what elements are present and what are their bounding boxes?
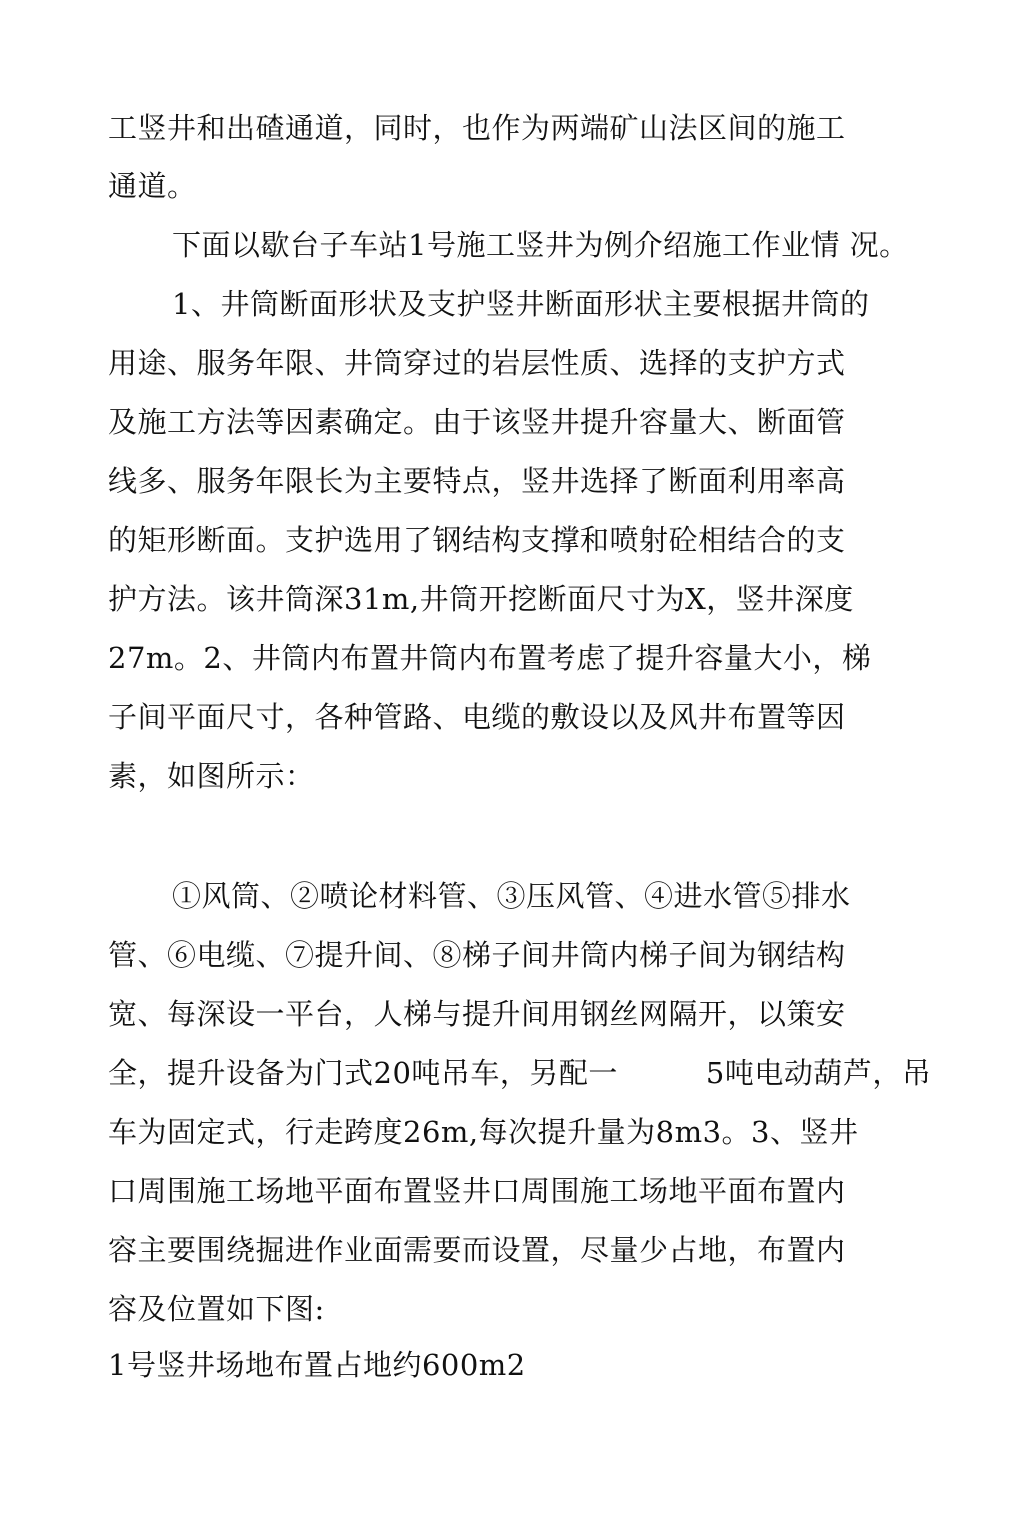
text-line: 容及位置如下图: [108,1292,325,1326]
text-line: 素，如图所示： [108,759,315,793]
text-line: 工竖井和出碴通道，同时，也作为两端矿山法区间的施工 [108,111,846,145]
text-line: 管、⑥电缆、⑦提升间、⑧梯子间井筒内梯子间为钢结构 [108,938,846,972]
text-line: 车为固定式，行走跨度26m,每次提升量为8m3。3、竖井 [108,1115,859,1149]
text-segment: 全，提升设备为门式20吨吊车，另配一 [108,1056,618,1090]
text-line: 口周围施工场地平面布置竖井口周围施工场地平面布置内 [108,1174,846,1208]
figure-caption: 1号竖井场地布置占地约600m2 [108,1348,526,1382]
paragraph-start: 1、井筒断面形状及支护竖井断面形状主要根据井筒的 [172,287,870,321]
paragraph-start: ①风筒、②喷论材料管、③压风管、④进水管⑤排水 [172,879,851,913]
text-line-split [108,1053,931,1093]
text-line: 宽、每深设一平台，人梯与提升间用钢丝网隔开，以策安 [108,997,846,1031]
text-line: 子间平面尺寸，各种管路、电缆的敷设以及风井布置等因 [108,700,846,734]
text-line: 27m。2、井筒内布置井筒内布置考虑了提升容量大小，梯 [108,641,872,675]
text-line: 护方法。该井筒深31m,井筒开挖断面尺寸为X，竖井深度 [108,582,854,616]
text-line: 的矩形断面。支护选用了钢结构支撑和喷射砼相结合的支 [108,523,846,557]
text-segment: 5吨电动葫芦，吊 [705,1056,932,1090]
text-line: 及施工方法等因素确定。由于该竖井提升容量大、断面管 [108,405,846,439]
text-line: 线多、服务年限长为主要特点，竖井选择了断面利用率高 [108,464,846,498]
text-line: 容主要围绕掘进作业面需要而设置，尽量少占地，布置内 [108,1233,846,1267]
text-line: 通道。 [108,169,197,203]
paragraph-start: 下面以歇台子车站1号施工竖井为例介绍施工作业情 况。 [172,228,909,262]
text-line: 用途、服务年限、井筒穿过的岩层性质、选择的支护方式 [108,346,846,380]
